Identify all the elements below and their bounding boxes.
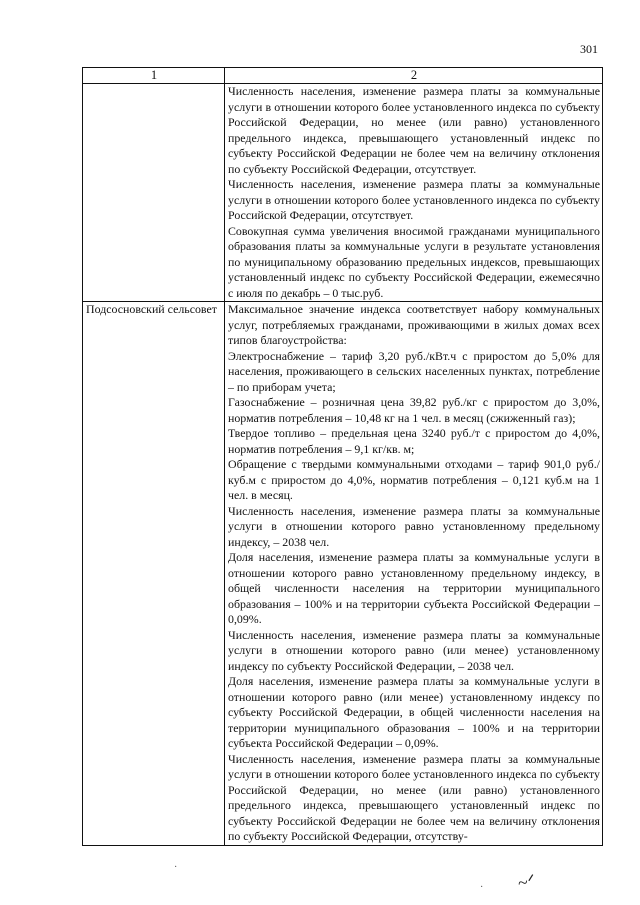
- municipality-name: [83, 84, 225, 302]
- page-number: 301: [580, 42, 598, 56]
- header-col-1: 1: [83, 68, 225, 84]
- municipality-name: Подсосновский сельсовет: [83, 302, 225, 846]
- table-row: [83, 302, 603, 846]
- paragraph: Электроснабжение – тариф 3,20 руб./кВт.ч с приростом до 5,0% для населения, проживающего в сельских населенных пунктах, потребление – по приборам учета;: [228, 348, 600, 394]
- paragraph: Численность населения, изменение размера платы за коммунальные услуги в отношении которого более установленного индекса по субъекту Российской Федерации, но менее (или равно) установленного предельного индекса, превышающего установленный индекс по субъекту Российской Федерации не более чем на величину отклонения по субъекту Российской Федерации, отсутствует.: [228, 84, 600, 176]
- paragraph: Численность населения, изменение размера платы за коммунальные услуги в отношении которого равно установленному предельному индексу, – 2038 чел.: [228, 503, 600, 549]
- table-row: [83, 84, 603, 302]
- document-table: [82, 67, 603, 846]
- description-cell: [225, 302, 603, 846]
- paragraph: Твердое топливо – предельная цена 3240 руб./т с приростом до 4,0%, норматив потребления – 9,1 кг/кв. м;: [228, 426, 600, 456]
- paragraph: Численность населения, изменение размера платы за коммунальные услуги в отношении которого равно (или менее) установленному индексу по субъекту Российской Федерации, – 2038 чел.: [228, 627, 600, 673]
- paragraph: Максимальное значение индекса соответствует набору коммунальных услуг, потребляемых гражданами, проживающими в жилых домах всех типов благоустройства:: [228, 302, 600, 347]
- paragraph: Совокупная сумма увеличения вносимой гражданами муниципального образования платы за коммунальные услуги в результате установления по муниципальному образованию предельных индексов, превышающих установленный индекс по субъекту Российской Федерации, ежемесячно с июля по декабрь – 0 тыс.руб.: [228, 223, 600, 300]
- scan-speck: ·: [174, 862, 178, 873]
- paragraph: Газоснабжение – розничная цена 39,82 руб./кг с приростом до 3,0%, норматив потребления – 10,48 кг на 1 чел. в месяц (сжиженный газ);: [228, 395, 600, 425]
- paragraph: Численность населения, изменение размера платы за коммунальные услуги в отношении которого более установленного индекса по субъекту Российской Федерации, но менее (или равно) установленного предельного индекса, превышающего установленный индекс по субъекту Российской Федерации не более чем на величину отклонения по субъекту Российской Федерации, отсутству-: [228, 751, 600, 843]
- paragraph: Доля населения, изменение размера платы за коммунальные услуги в отношении которого равно (или менее) установленному индексу по субъекту Российской Федерации, в общей численности населения на территории муниципального образования – 100% и на территории субъекта Российской Федерации – 0,09%.: [228, 674, 600, 750]
- scan-speck: ·: [480, 882, 484, 893]
- paragraph: Численность населения, изменение размера платы за коммунальные услуги в отношении которого более установленного индекса по субъекту Российской Федерации, отсутствует.: [228, 177, 600, 222]
- description-cell: [225, 84, 603, 302]
- handwritten-mark: ~ᐟ: [516, 870, 537, 894]
- paragraph: Обращение с твердыми коммунальными отходами – тариф 901,0 руб./куб.м с приростом до 4,0%, норматив потребления – 0,121 куб.м на 1 чел. в месяц.: [228, 457, 600, 502]
- header-col-2: 2: [225, 68, 603, 84]
- table-header-row: [83, 68, 603, 84]
- paragraph: Доля населения, изменение размера платы за коммунальные услуги в отношении которого равно установленному предельному индексу, в общей численности населения на территории муниципального образования – 100% и на территории субъекта Российской Федерации – 0,09%.: [228, 550, 600, 626]
